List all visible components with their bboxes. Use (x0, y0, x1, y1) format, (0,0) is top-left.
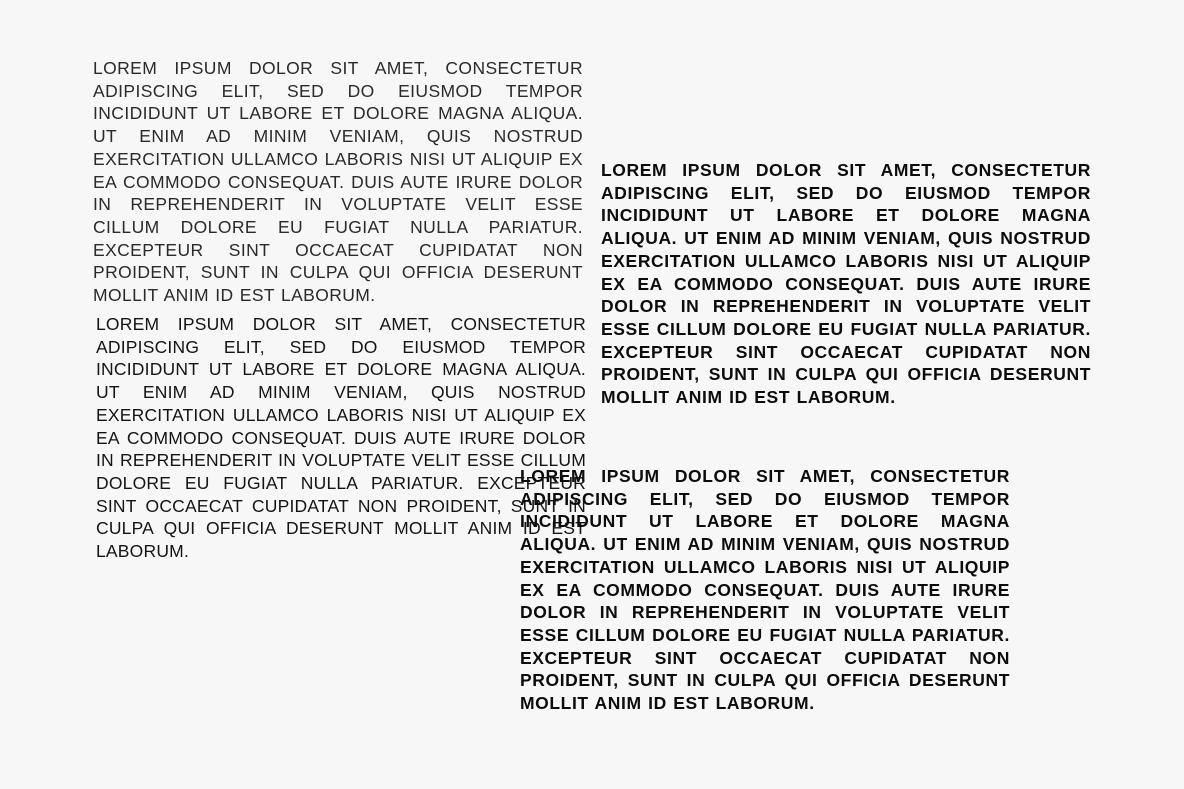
text-block-regular: LOREM IPSUM DOLOR SIT AMET, CONSECTETUR ADIPISCING ELIT, SED DO EIUSMOD TEMPOR INCIDIDUNT UT LABORE ET DOLORE MAGNA ALIQUA. UT ENIM AD MINIM VENIAM, QUIS NOSTRUD EXERCITATION ULLAMCO LABORIS NISI UT ALIQUIP EX EA COMMODO CONSEQUAT. DUIS AUTE IRURE DOLOR IN REPREHENDERIT IN VOLUPTATE VELIT ESSE CILLUM DOLORE EU FUGIAT NULLA PARIATUR. EXCEPTEUR SINT OCCAECAT CUPIDATAT NON PROIDENT, SUNT IN CULPA QUI OFFICIA DESERUNT MOLLIT ANIM ID EST LABORUM. (96, 314, 586, 562)
text-block-bold-upper: LOREM IPSUM DOLOR SIT AMET, CONSECTETUR ADIPISCING ELIT, SED DO EIUSMOD TEMPOR INCIDIDUNT UT LABORE ET DOLORE MAGNA ALIQUA. UT ENIM AD MINIM VENIAM, QUIS NOSTRUD EXERCITATION ULLAMCO LABORIS NISI UT ALIQUIP EX EA COMMODO CONSEQUAT. DUIS AUTE IRURE DOLOR IN REPREHENDERIT IN VOLUPTATE VELIT ESSE CILLUM DOLORE EU FUGIAT NULLA PARIATUR. EXCEPTEUR SINT OCCAECAT CUPIDATAT NON PROIDENT, SUNT IN CULPA QUI OFFICIA DESERUNT MOLLIT ANIM ID EST LABORUM. (601, 160, 1091, 408)
text-block-thin: LOREM IPSUM DOLOR SIT AMET, CONSECTETUR ADIPISCING ELIT, SED DO EIUSMOD TEMPOR INCIDIDUNT UT LABORE ET DOLORE MAGNA ALIQUA. UT ENIM AD MINIM VENIAM, QUIS NOSTRUD EXERCITATION ULLAMCO LABORIS NISI UT ALIQUIP EX EA COMMODO CONSEQUAT. DUIS AUTE IRURE DOLOR IN REPREHENDERIT IN VOLUPTATE VELIT ESSE CILLUM DOLORE EU FUGIAT NULLA PARIATUR. EXCEPTEUR SINT OCCAECAT CUPIDATAT NON PROIDENT, SUNT IN CULPA QUI OFFICIA DESERUNT MOLLIT ANIM ID EST LABORUM. (93, 58, 583, 306)
text-block-bold-lower: LOREM IPSUM DOLOR SIT AMET, CONSECTETUR ADIPISCING ELIT, SED DO EIUSMOD TEMPOR INCIDIDUNT UT LABORE ET DOLORE MAGNA ALIQUA. UT ENIM AD MINIM VENIAM, QUIS NOSTRUD EXERCITATION ULLAMCO LABORIS NISI UT ALIQUIP EX EA COMMODO CONSEQUAT. DUIS AUTE IRURE DOLOR IN REPREHENDERIT IN VOLUPTATE VELIT ESSE CILLUM DOLORE EU FUGIAT NULLA PARIATUR. EXCEPTEUR SINT OCCAECAT CUPIDATAT NON PROIDENT, SUNT IN CULPA QUI OFFICIA DESERUNT MOLLIT ANIM ID EST LABORUM. (520, 466, 1010, 714)
